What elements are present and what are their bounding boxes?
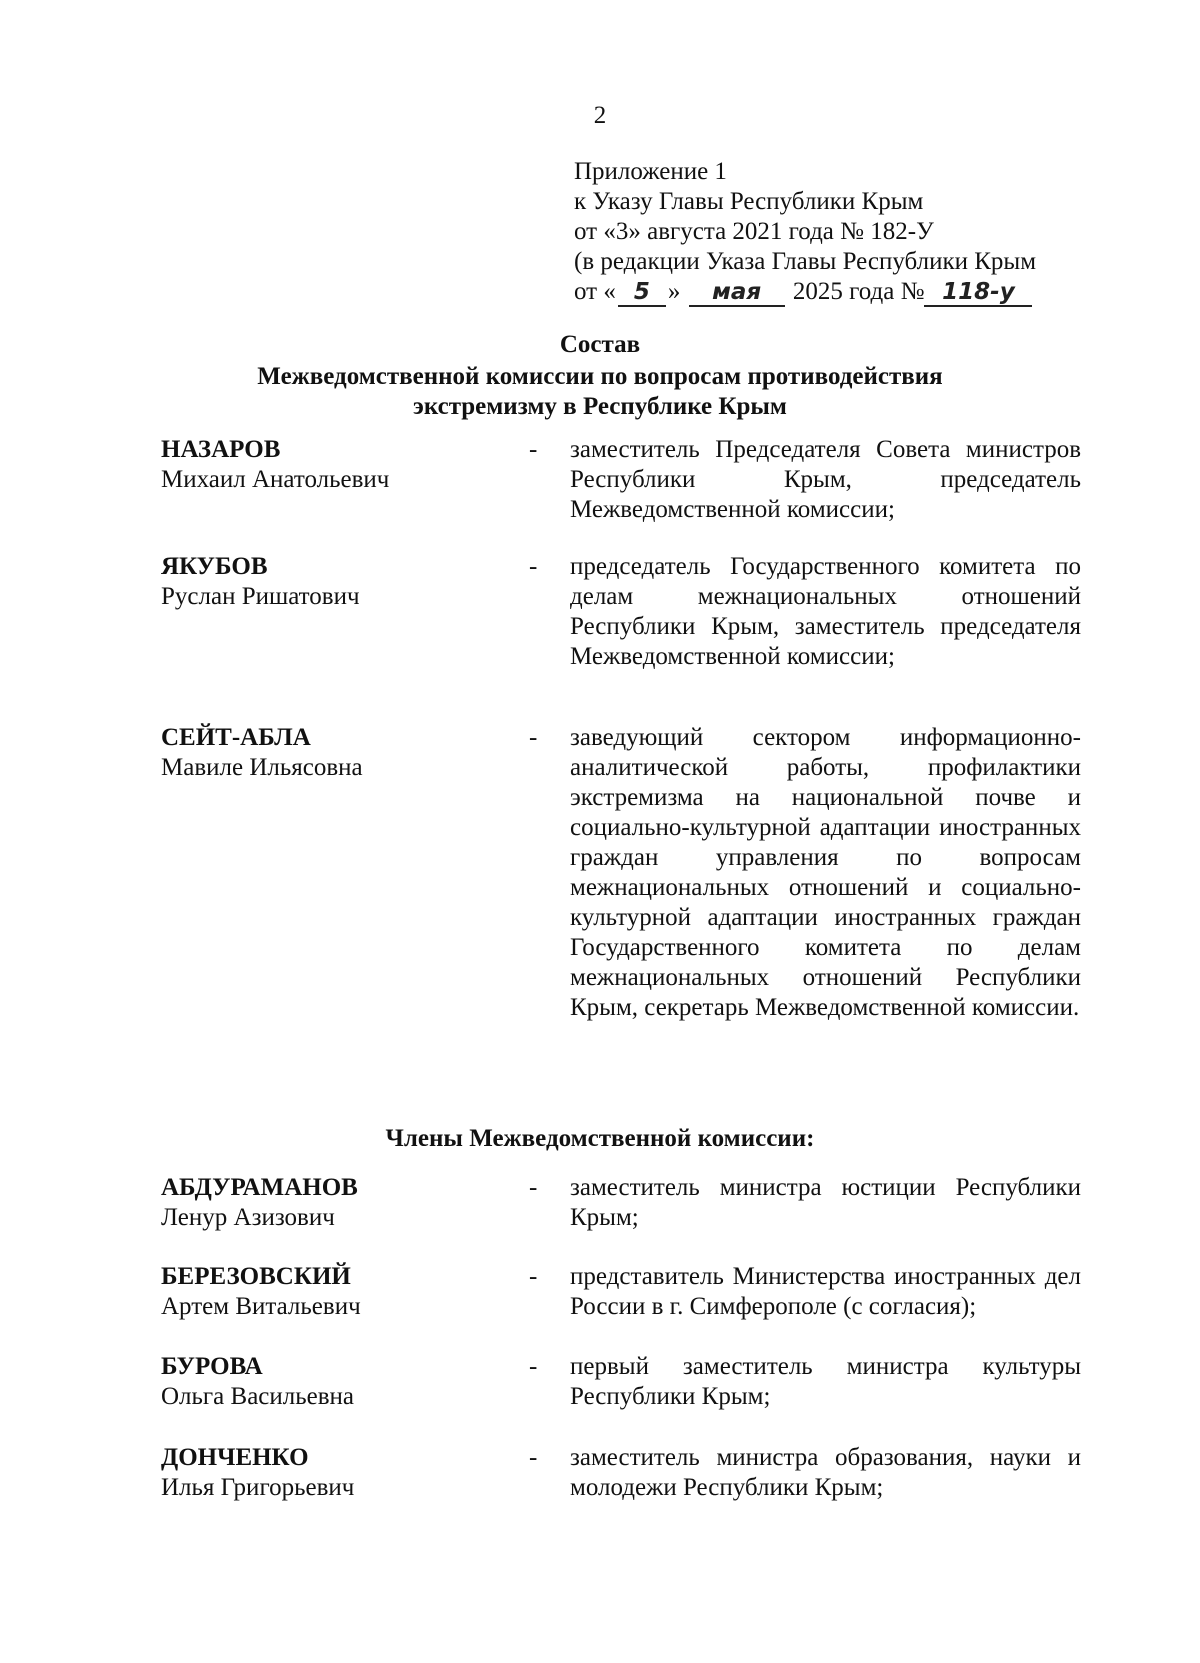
- appendix-header: [574, 157, 1036, 307]
- dash: -: [529, 724, 538, 751]
- position-description: представитель Министерства иностранных дел России в г. Симферополе (с согласия);: [570, 1263, 1081, 1320]
- dash: -: [529, 436, 538, 463]
- given-name: Ольга Васильевна: [161, 1383, 355, 1410]
- surname: НАЗАРОВ: [161, 436, 281, 463]
- members-heading: Члены Межведомственной комиссии:: [385, 1125, 815, 1152]
- appendix-line-1: Приложение 1: [574, 158, 727, 185]
- appendix-year: 2025 года №: [792, 278, 925, 305]
- position-description: заместитель министра юстиции Республики Крым;: [570, 1174, 1081, 1231]
- appendix-line-4: (в редакции Указа Главы Республики Крым: [574, 248, 1037, 275]
- surname: БУРОВА: [161, 1353, 263, 1380]
- dash: -: [529, 1174, 538, 1201]
- position-description: первый заместитель министра культуры Республики Крым;: [570, 1353, 1081, 1410]
- surname: ЯКУБОВ: [161, 553, 268, 580]
- dash: -: [529, 553, 538, 580]
- position-description: заместитель министра образования, науки и молодежи Республики Крым;: [570, 1444, 1081, 1501]
- surname: АБДУРАМАНОВ: [161, 1174, 358, 1201]
- given-name: Артем Витальевич: [161, 1293, 361, 1320]
- given-name: Руслан Ришатович: [161, 583, 360, 610]
- given-name: Ленур Азизович: [161, 1204, 335, 1231]
- given-name: Мавиле Ильясовна: [161, 754, 363, 781]
- position-description: председатель Государственного комитета по делам межнациональных отношений Республики Крым, заместитель председателя Межведомственной комиссии;: [570, 553, 1081, 670]
- dash: -: [529, 1444, 538, 1471]
- given-name: Михаил Анатольевич: [161, 466, 390, 493]
- appendix-line-5: [574, 277, 1036, 307]
- appendix-date-prefix: от «: [574, 278, 616, 305]
- position-description: заведующий сектором информационно-аналитической работы, профилактики экстремизма на национальной почве и социально-культурной адаптации иностранных граждан управления по вопросам межнациональных отношений и социально-культурной адаптации иностранных граждан Государственного комитета по делам межнациональных отношений Республики Крым, секретарь Межведомственной комиссии.: [570, 724, 1081, 1021]
- document-subtitle-line-2: экстремизму в Республике Крым: [413, 393, 787, 420]
- position-description: заместитель Председателя Совета министров Республики Крым, председатель Межведомственной комиссии;: [570, 436, 1081, 523]
- dash: -: [529, 1353, 538, 1380]
- appendix-line-3: от «3» августа 2021 года № 182-У: [574, 218, 934, 245]
- document-subtitle: [0, 362, 1200, 422]
- appendix-date-quote: »: [667, 278, 681, 305]
- surname: БЕРЕЗОВСКИЙ: [161, 1263, 351, 1290]
- document-subtitle-line-1: Межведомственной комиссии по вопросам противодействия: [257, 363, 943, 390]
- appendix-line-2: к Указу Главы Республики Крым: [574, 188, 924, 215]
- dash: -: [529, 1263, 538, 1290]
- handwritten-number: 118-у: [924, 279, 1032, 307]
- handwritten-month: мая: [689, 279, 785, 307]
- page-number: 2: [593, 102, 607, 129]
- handwritten-day: 5: [618, 279, 666, 307]
- given-name: Илья Григорьевич: [161, 1474, 355, 1501]
- surname: СЕЙТ-АБЛА: [161, 724, 311, 751]
- document-title: Состав: [559, 331, 641, 358]
- surname: ДОНЧЕНКО: [161, 1444, 309, 1471]
